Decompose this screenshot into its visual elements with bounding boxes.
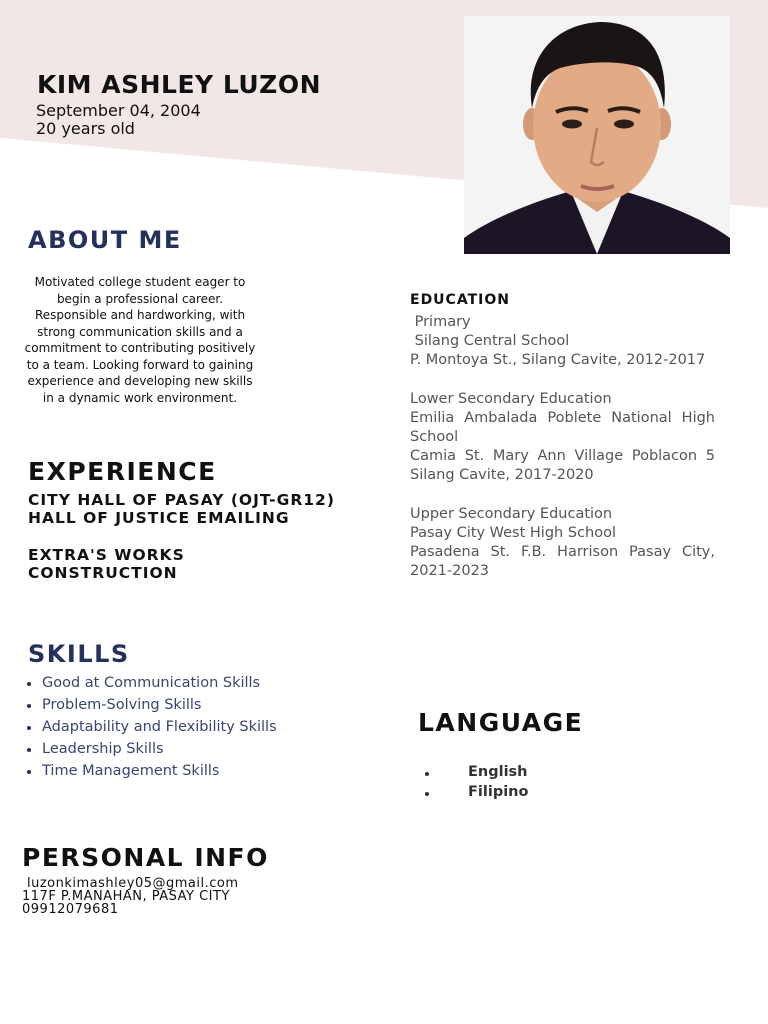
language-title: LANGUAGE xyxy=(418,708,584,737)
skill-item: Good at Communication Skills xyxy=(26,672,277,694)
language-item: English xyxy=(418,762,528,782)
education-level: Upper Secondary Education xyxy=(410,506,613,522)
education-title: EDUCATION xyxy=(410,292,510,308)
experience-title: EXPERIENCE xyxy=(28,457,217,486)
experience-line: CONSTRUCTION xyxy=(28,564,178,582)
education-level: Primary xyxy=(410,314,471,330)
phone-text: 09912079681 xyxy=(22,902,119,917)
skill-item: Problem-Solving Skills xyxy=(26,694,277,716)
age: 20 years old xyxy=(36,119,135,138)
skill-item: Leadership Skills xyxy=(26,738,277,760)
education-entry xyxy=(410,505,715,581)
skill-item: Time Management Skills xyxy=(26,760,277,782)
skills-list xyxy=(26,672,277,782)
experience-line: HALL OF JUSTICE EMAILING xyxy=(28,509,290,527)
education-level: Lower Secondary Education xyxy=(410,391,612,407)
language-list xyxy=(418,762,528,802)
personal-info-title: PERSONAL INFO xyxy=(22,843,269,872)
education-entry xyxy=(410,390,715,485)
birthdate: September 04, 2004 xyxy=(36,101,201,120)
education-details: P. Montoya St., Silang Cavite, 2012-2017 xyxy=(410,352,706,368)
skills-title: SKILLS xyxy=(28,640,130,668)
experience-item xyxy=(28,546,185,582)
experience-line: EXTRA'S WORKS xyxy=(28,546,185,564)
birth-info xyxy=(36,102,201,138)
resume-name: KIM ASHLEY LUZON xyxy=(37,70,321,99)
skill-item: Adaptability and Flexibility Skills xyxy=(26,716,277,738)
about-title: ABOUT ME xyxy=(28,226,182,254)
education-entry xyxy=(410,313,715,370)
education-school: Pasay City West High School xyxy=(410,525,616,541)
about-text: Motivated college student eager to begin a professional career. Responsible and hardworking, with strong communication skills and a commitment to contributing positively to a team. Looking forward to gaining experience and developing new skills in a dynamic work environment. xyxy=(24,275,256,405)
education-details: Camia St. Mary Ann Village Poblacon 5 Silang Cavite, 2017-2020 xyxy=(410,448,715,483)
address-text: 117F P.MANAHAN, PASAY CITY xyxy=(22,889,230,904)
profile-photo xyxy=(464,16,730,254)
education-school: Emilia Ambalada Poblete National High School xyxy=(410,410,715,445)
education-school: Silang Central School xyxy=(410,333,570,349)
education-details: Pasadena St. F.B. Harrison Pasay City, 2021-2023 xyxy=(410,544,715,579)
experience-line: CITY HALL OF PASAY (OJT-GR12) xyxy=(28,491,335,509)
language-item: Filipino xyxy=(418,782,528,802)
email-text: luzonkimashley05@gmail.com xyxy=(27,876,239,891)
experience-item xyxy=(28,491,335,527)
